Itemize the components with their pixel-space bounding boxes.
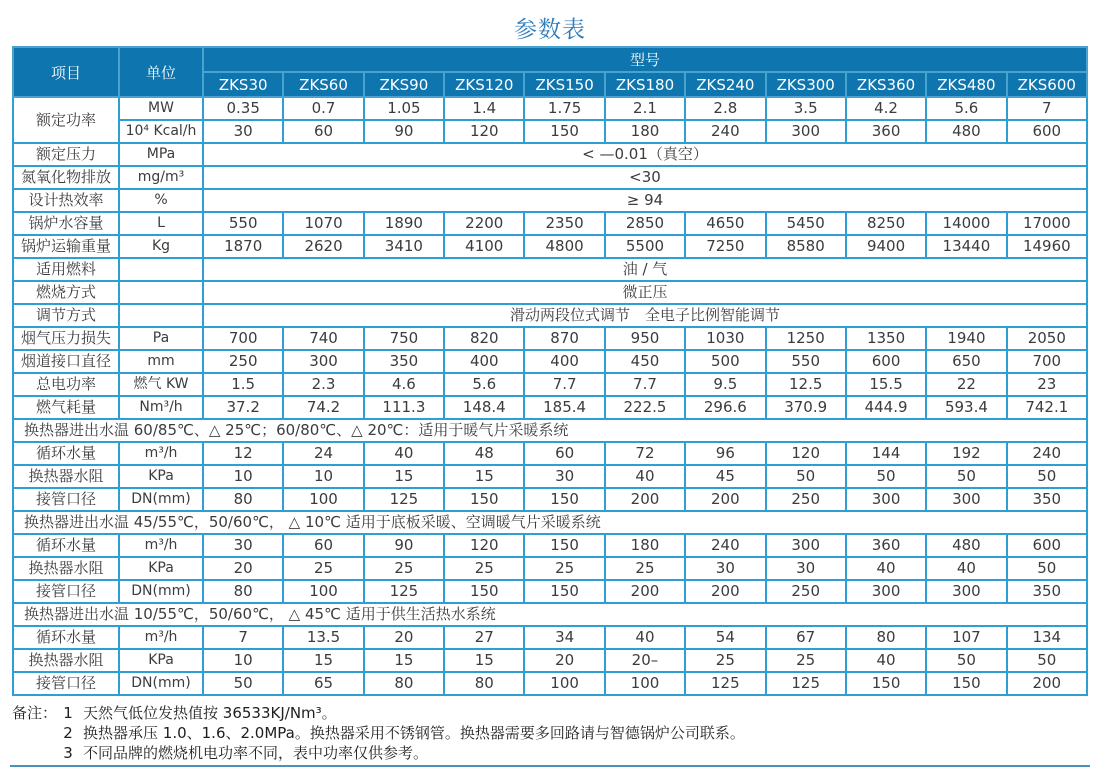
note-number: 1 (63, 704, 73, 722)
cell-value: 125 (364, 488, 444, 511)
cell-value: 750 (364, 327, 444, 350)
cell-value: 50 (766, 465, 846, 488)
cell-value: 550 (766, 350, 846, 373)
cell-value: 2.1 (605, 97, 685, 120)
cell-value: 50 (1007, 465, 1087, 488)
row-label: 换热器水阻 (13, 649, 119, 672)
cell-value: 5500 (605, 235, 685, 258)
cell-value: 60 (283, 120, 363, 143)
row-unit: KPa (119, 649, 203, 672)
cell-value: 4.2 (846, 97, 926, 120)
cell-value: 480 (926, 534, 1006, 557)
cell-value: 360 (846, 534, 926, 557)
table-row (13, 212, 1087, 235)
row-unit: 燃气 KW (119, 373, 203, 396)
cell-value: 700 (203, 327, 283, 350)
row-unit: MW (119, 97, 203, 120)
cell-value: 600 (846, 350, 926, 373)
header-model: ZKS150 (524, 72, 604, 97)
row-label: 适用燃料 (13, 258, 119, 281)
cell-value: 25 (524, 557, 604, 580)
note-text: 换热器承压 1.0、1.6、2.0MPa。换热器采用不锈钢管。换热器需要多回路请与智德锅炉公司联系。 (83, 724, 745, 742)
cell-value: 180 (605, 534, 685, 557)
row-unit: Kg (119, 235, 203, 258)
cell-value: 50 (1007, 649, 1087, 672)
cell-value: 80 (846, 626, 926, 649)
cell-value: 240 (1007, 442, 1087, 465)
cell-value: 25 (283, 557, 363, 580)
section-header: 换热器进出水温 45/55℃，50/60℃， △ 10℃ 适用于底板采暖、空调暖气片采暖系统 (13, 511, 1087, 534)
row-unit: 10⁴ Kcal/h (119, 120, 203, 143)
row-label: 额定压力 (13, 143, 119, 166)
row-unit: Nm³/h (119, 396, 203, 419)
row-label: 烟气压力损失 (13, 327, 119, 350)
header-model: ZKS60 (283, 72, 363, 97)
cell-value: 8580 (766, 235, 846, 258)
cell-value: 200 (605, 488, 685, 511)
notes-prefix: 备注： (12, 704, 58, 722)
cell-value: 350 (364, 350, 444, 373)
cell-value: 80 (203, 580, 283, 603)
row-unit (119, 304, 203, 327)
cell-value: 7.7 (524, 373, 604, 396)
cell-value: 34 (524, 626, 604, 649)
cell-value: 240 (685, 120, 765, 143)
cell-value: 9400 (846, 235, 926, 258)
table-row (13, 120, 1087, 143)
cell-value: 60 (524, 442, 604, 465)
cell-value: 25 (364, 557, 444, 580)
cell-value: 200 (1007, 672, 1087, 695)
table-row (13, 281, 1087, 304)
notes (12, 703, 1088, 763)
cell-value: 2850 (605, 212, 685, 235)
cell-value: 740 (283, 327, 363, 350)
cell-value: 17000 (1007, 212, 1087, 235)
cell-value: 14960 (1007, 235, 1087, 258)
cell-value: 870 (524, 327, 604, 350)
cell-value: 4800 (524, 235, 604, 258)
header-model-group: 型号 (203, 47, 1087, 72)
cell-value: 296.6 (685, 396, 765, 419)
note-line (61, 703, 745, 723)
cell-value: 222.5 (605, 396, 685, 419)
row-unit: Pa (119, 327, 203, 350)
cell-value: 480 (926, 120, 1006, 143)
cell-value: 200 (605, 580, 685, 603)
cell-value: 450 (605, 350, 685, 373)
cell-value: 20 (364, 626, 444, 649)
cell-value: 100 (524, 672, 604, 695)
cell-value: 25 (685, 649, 765, 672)
table-row (13, 580, 1087, 603)
cell-value: 2350 (524, 212, 604, 235)
table-row (13, 557, 1087, 580)
header-model: ZKS90 (364, 72, 444, 97)
cell-value: 400 (444, 350, 524, 373)
cell-value: 150 (444, 488, 524, 511)
section-header: 换热器进出水温 60/85℃、△ 25℃；60/80℃、△ 20℃：适用于暖气片采暖系统 (13, 419, 1087, 442)
cell-value: 15 (444, 649, 524, 672)
cell-value: 37.2 (203, 396, 283, 419)
cell-value: 1.5 (203, 373, 283, 396)
cell-value: 3410 (364, 235, 444, 258)
cell-value: 134 (1007, 626, 1087, 649)
merged-value: 滑动两段位式调节 全电子比例智能调节 (203, 304, 1087, 327)
cell-value: 240 (685, 534, 765, 557)
cell-value: 1350 (846, 327, 926, 350)
row-label: 循环水量 (13, 626, 119, 649)
row-unit: m³/h (119, 534, 203, 557)
cell-value: 150 (846, 672, 926, 695)
header-model: ZKS30 (203, 72, 283, 97)
note-number: 2 (63, 724, 73, 742)
merged-value: < —0.01（真空） (203, 143, 1087, 166)
cell-value: 5.6 (926, 97, 1006, 120)
cell-value: 5.6 (444, 373, 524, 396)
row-label: 锅炉运输重量 (13, 235, 119, 258)
cell-value: 13.5 (283, 626, 363, 649)
cell-value: 12 (203, 442, 283, 465)
cell-value: 80 (203, 488, 283, 511)
row-unit (119, 258, 203, 281)
cell-value: 10 (203, 465, 283, 488)
cell-value: 120 (444, 534, 524, 557)
cell-value: 1940 (926, 327, 1006, 350)
note-text: 不同品牌的燃烧机电功率不同，表中功率仅供参考。 (83, 744, 429, 762)
cell-value: 144 (846, 442, 926, 465)
header-model: ZKS240 (685, 72, 765, 97)
cell-value: 125 (364, 580, 444, 603)
header-model: ZKS180 (605, 72, 685, 97)
row-label: 氮氧化物排放 (13, 166, 119, 189)
cell-value: 300 (846, 488, 926, 511)
cell-value: 742.1 (1007, 396, 1087, 419)
cell-value: 13440 (926, 235, 1006, 258)
cell-value: 300 (766, 534, 846, 557)
row-unit: DN(mm) (119, 672, 203, 695)
cell-value: 0.7 (283, 97, 363, 120)
note-number: 3 (63, 744, 73, 762)
cell-value: 72 (605, 442, 685, 465)
cell-value: 185.4 (524, 396, 604, 419)
cell-value: 15 (283, 649, 363, 672)
cell-value: 200 (685, 580, 765, 603)
cell-value: 30 (685, 557, 765, 580)
cell-value: 3.5 (766, 97, 846, 120)
header-model: ZKS480 (926, 72, 1006, 97)
row-unit: MPa (119, 143, 203, 166)
row-label: 接管口径 (13, 580, 119, 603)
cell-value: 100 (605, 672, 685, 695)
cell-value: 250 (766, 488, 846, 511)
notes-items (61, 703, 745, 763)
cell-value: 150 (444, 580, 524, 603)
section-header: 换热器进出水温 10/55℃，50/60℃， △ 45℃ 适用于供生活热水系统 (13, 603, 1087, 626)
cell-value: 25 (444, 557, 524, 580)
cell-value: 30 (524, 465, 604, 488)
table-row (13, 350, 1087, 373)
cell-value: 25 (605, 557, 685, 580)
cell-value: 1.75 (524, 97, 604, 120)
cell-value: 4650 (685, 212, 765, 235)
row-unit: KPa (119, 465, 203, 488)
row-label: 额定功率 (13, 97, 119, 143)
merged-value: ≥ 94 (203, 189, 1087, 212)
row-label: 设计热效率 (13, 189, 119, 212)
cell-value: 7 (203, 626, 283, 649)
cell-value: 54 (685, 626, 765, 649)
header-model: ZKS120 (444, 72, 524, 97)
row-label: 循环水量 (13, 534, 119, 557)
cell-value: 1.05 (364, 97, 444, 120)
cell-value: 15.5 (846, 373, 926, 396)
table-row (13, 304, 1087, 327)
bottom-rule (10, 765, 1090, 767)
cell-value: 192 (926, 442, 1006, 465)
row-unit: L (119, 212, 203, 235)
cell-value: 1070 (283, 212, 363, 235)
cell-value: 200 (685, 488, 765, 511)
cell-value: 125 (685, 672, 765, 695)
cell-value: 370.9 (766, 396, 846, 419)
cell-value: 4100 (444, 235, 524, 258)
cell-value: 9.5 (685, 373, 765, 396)
cell-value: 2200 (444, 212, 524, 235)
cell-value: 1870 (203, 235, 283, 258)
cell-value: 7.7 (605, 373, 685, 396)
table-row (13, 97, 1087, 120)
table-row (13, 258, 1087, 281)
cell-value: 50 (1007, 557, 1087, 580)
row-unit (119, 281, 203, 304)
table-row (13, 189, 1087, 212)
cell-value: 350 (1007, 580, 1087, 603)
cell-value: 1250 (766, 327, 846, 350)
row-label: 锅炉水容量 (13, 212, 119, 235)
cell-value: 4.6 (364, 373, 444, 396)
cell-value: 60 (283, 534, 363, 557)
cell-value: 300 (846, 580, 926, 603)
note-line (61, 743, 745, 763)
row-unit: DN(mm) (119, 488, 203, 511)
row-label: 烟道接口直径 (13, 350, 119, 373)
cell-value: 65 (283, 672, 363, 695)
cell-value: 100 (283, 580, 363, 603)
note-line (61, 723, 745, 743)
table-row (13, 534, 1087, 557)
cell-value: 550 (203, 212, 283, 235)
cell-value: 15 (444, 465, 524, 488)
cell-value: 120 (766, 442, 846, 465)
row-unit: m³/h (119, 626, 203, 649)
cell-value: 20– (605, 649, 685, 672)
table-row (13, 511, 1087, 534)
cell-value: 50 (926, 465, 1006, 488)
cell-value: 67 (766, 626, 846, 649)
cell-value: 1890 (364, 212, 444, 235)
cell-value: 360 (846, 120, 926, 143)
cell-value: 150 (524, 120, 604, 143)
cell-value: 500 (685, 350, 765, 373)
cell-value: 300 (766, 120, 846, 143)
cell-value: 40 (926, 557, 1006, 580)
cell-value: 24 (283, 442, 363, 465)
cell-value: 30 (766, 557, 846, 580)
header-model: ZKS300 (766, 72, 846, 97)
cell-value: 600 (1007, 534, 1087, 557)
cell-value: 2050 (1007, 327, 1087, 350)
cell-value: 1.4 (444, 97, 524, 120)
table-row (13, 649, 1087, 672)
cell-value: 96 (685, 442, 765, 465)
cell-value: 14000 (926, 212, 1006, 235)
cell-value: 22 (926, 373, 1006, 396)
table-row (13, 327, 1087, 350)
cell-value: 48 (444, 442, 524, 465)
cell-value: 820 (444, 327, 524, 350)
row-label: 循环水量 (13, 442, 119, 465)
table-row (13, 166, 1087, 189)
cell-value: 0.35 (203, 97, 283, 120)
cell-value: 40 (605, 626, 685, 649)
row-label: 接管口径 (13, 672, 119, 695)
cell-value: 27 (444, 626, 524, 649)
cell-value: 148.4 (444, 396, 524, 419)
cell-value: 107 (926, 626, 1006, 649)
table-row (13, 396, 1087, 419)
cell-value: 40 (605, 465, 685, 488)
table-row (13, 442, 1087, 465)
merged-value: 油 / 气 (203, 258, 1087, 281)
cell-value: 12.5 (766, 373, 846, 396)
header-model: ZKS360 (846, 72, 926, 97)
cell-value: 50 (926, 649, 1006, 672)
cell-value: 300 (926, 488, 1006, 511)
cell-value: 593.4 (926, 396, 1006, 419)
row-label: 调节方式 (13, 304, 119, 327)
table-row (13, 465, 1087, 488)
cell-value: 180 (605, 120, 685, 143)
cell-value: 300 (926, 580, 1006, 603)
cell-value: 20 (203, 557, 283, 580)
cell-value: 150 (524, 488, 604, 511)
cell-value: 650 (926, 350, 1006, 373)
cell-value: 40 (846, 557, 926, 580)
cell-value: 74.2 (283, 396, 363, 419)
cell-value: 7 (1007, 97, 1087, 120)
row-unit: KPa (119, 557, 203, 580)
note-text: 天然气低位发热值按 36533KJ/Nm³。 (83, 704, 337, 722)
table-row (13, 419, 1087, 442)
cell-value: 45 (685, 465, 765, 488)
cell-value: 50 (846, 465, 926, 488)
row-label: 燃气耗量 (13, 396, 119, 419)
spec-table (12, 46, 1088, 696)
cell-value: 15 (364, 649, 444, 672)
cell-value: 2.3 (283, 373, 363, 396)
cell-value: 30 (203, 120, 283, 143)
cell-value: 20 (524, 649, 604, 672)
cell-value: 90 (364, 534, 444, 557)
cell-value: 250 (766, 580, 846, 603)
cell-value: 950 (605, 327, 685, 350)
cell-value: 120 (444, 120, 524, 143)
cell-value: 90 (364, 120, 444, 143)
merged-value: <30 (203, 166, 1087, 189)
cell-value: 25 (766, 649, 846, 672)
table-row (13, 373, 1087, 396)
row-label: 总电功率 (13, 373, 119, 396)
cell-value: 10 (203, 649, 283, 672)
cell-value: 150 (524, 580, 604, 603)
row-unit: m³/h (119, 442, 203, 465)
cell-value: 1030 (685, 327, 765, 350)
cell-value: 23 (1007, 373, 1087, 396)
header-unit: 单位 (119, 47, 203, 97)
row-label: 接管口径 (13, 488, 119, 511)
cell-value: 300 (283, 350, 363, 373)
cell-value: 700 (1007, 350, 1087, 373)
cell-value: 250 (203, 350, 283, 373)
table-row (13, 235, 1087, 258)
cell-value: 80 (444, 672, 524, 695)
cell-value: 150 (926, 672, 1006, 695)
page-title: 参数表 (514, 17, 586, 43)
cell-value: 8250 (846, 212, 926, 235)
header-item: 项目 (13, 47, 119, 97)
cell-value: 350 (1007, 488, 1087, 511)
table-row (13, 603, 1087, 626)
cell-value: 10 (283, 465, 363, 488)
cell-value: 111.3 (364, 396, 444, 419)
cell-value: 100 (283, 488, 363, 511)
cell-value: 150 (524, 534, 604, 557)
table-row (13, 626, 1087, 649)
cell-value: 7250 (685, 235, 765, 258)
cell-value: 15 (364, 465, 444, 488)
cell-value: 600 (1007, 120, 1087, 143)
cell-value: 400 (524, 350, 604, 373)
cell-value: 30 (203, 534, 283, 557)
row-unit: % (119, 189, 203, 212)
cell-value: 40 (364, 442, 444, 465)
table-row (13, 488, 1087, 511)
table-row (13, 672, 1087, 695)
cell-value: 125 (766, 672, 846, 695)
merged-value: 微正压 (203, 281, 1087, 304)
row-unit: mg/m³ (119, 166, 203, 189)
cell-value: 5450 (766, 212, 846, 235)
cell-value: 50 (203, 672, 283, 695)
row-unit: DN(mm) (119, 580, 203, 603)
cell-value: 80 (364, 672, 444, 695)
row-unit: mm (119, 350, 203, 373)
row-label: 换热器水阻 (13, 465, 119, 488)
table-row (13, 143, 1087, 166)
cell-value: 40 (846, 649, 926, 672)
cell-value: 2620 (283, 235, 363, 258)
row-label: 换热器水阻 (13, 557, 119, 580)
row-label: 燃烧方式 (13, 281, 119, 304)
cell-value: 444.9 (846, 396, 926, 419)
header-model: ZKS600 (1007, 72, 1087, 97)
cell-value: 2.8 (685, 97, 765, 120)
